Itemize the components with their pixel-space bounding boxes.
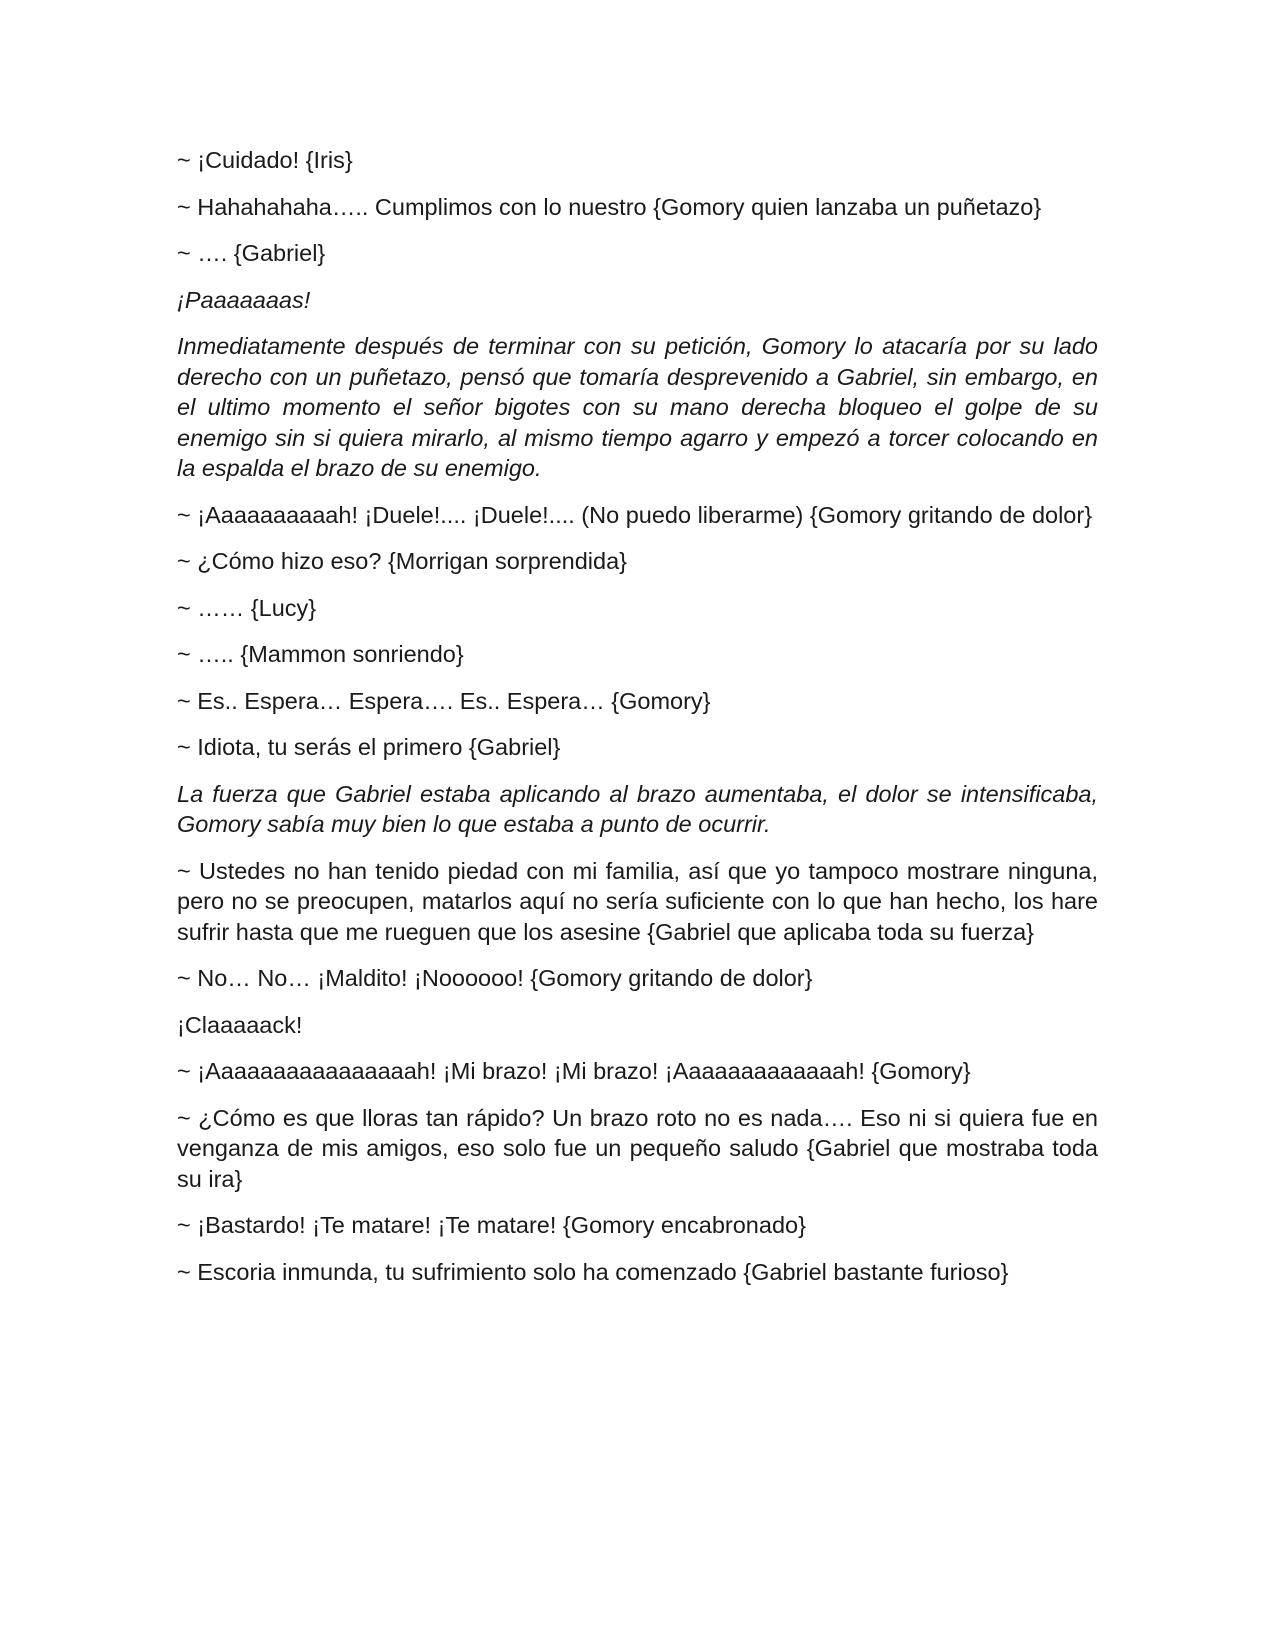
dialogue-paragraph: ¡Claaaaack!	[177, 1011, 303, 1038]
dialogue-paragraph: ~ ¡Aaaaaaaaaaaaaaaah! ¡Mi brazo! ¡Mi brazo! ¡Aaaaaaaaaaaaah! {Gomory}	[177, 1058, 971, 1084]
narration-paragraph: ¡Paaaaaaas!	[177, 286, 311, 313]
document-page	[177, 145, 1098, 1287]
dialogue-paragraph: ~ …… {Lucy}	[177, 594, 317, 621]
dialogue-paragraph: ~ ….. {Mammon sonriendo}	[177, 641, 464, 667]
narration-paragraph: La fuerza que Gabriel estaba aplicando al brazo aumentaba, el dolor se intensificaba, Gomory sabía muy bien lo que estaba a punto de ocurrir.	[177, 780, 1098, 837]
dialogue-paragraph: ~ Idiota, tu serás el primero {Gabriel}	[177, 734, 561, 760]
dialogue-paragraph: ~ Es.. Espera… Espera…. Es.. Espera… {Gomory}	[177, 687, 711, 714]
dialogue-paragraph: ~ Ustedes no han tenido piedad con mi familia, así que yo tampoco mostrare ninguna, pero no se preocupen, matarlos aquí no sería suficiente con lo que han hecho, los hare sufrir hasta que me rueguen que los asesine {Gabriel que aplicaba toda su fuerza}	[177, 857, 1098, 945]
narration-paragraph: Inmediatamente después de terminar con su petición, Gomory lo atacaría por su lado derecho con un puñetazo, pensó que tomaría desprevenido a Gabriel, sin embargo, en el ultimo momento el señor bigotes con su mano derecha bloqueo el golpe de su enemigo sin si quiera mirarlo, al mismo tiempo agarro y empezó a torcer colocando en la espalda el brazo de su enemigo.	[177, 333, 1098, 481]
dialogue-paragraph: ~ No… No… ¡Maldito! ¡Noooooo! {Gomory gritando de dolor}	[177, 965, 813, 991]
dialogue-paragraph: ~ ¡Bastardo! ¡Te matare! ¡Te matare! {Gomory encabronado}	[177, 1212, 806, 1238]
dialogue-paragraph: ~ Hahahahaha….. Cumplimos con lo nuestro {Gomory quien lanzaba un puñetazo}	[177, 193, 1042, 220]
dialogue-paragraph: ~ Escoria inmunda, tu sufrimiento solo ha comenzado {Gabriel bastante furioso}	[177, 1258, 1009, 1285]
dialogue-paragraph: ~ ¿Cómo es que lloras tan rápido? Un brazo roto no es nada…. Eso ni si quiera fue en venganza de mis amigos, eso solo fue un pequeño saludo {Gabriel que mostraba toda su ira}	[177, 1104, 1098, 1192]
dialogue-paragraph: ~ …. {Gabriel}	[177, 240, 326, 266]
dialogue-paragraph: ~ ¡Aaaaaaaaaah! ¡Duele!.... ¡Duele!.... (No puedo liberarme) {Gomory gritando de dolor}	[177, 501, 1093, 528]
dialogue-paragraph: ~ ¿Cómo hizo eso? {Morrigan sorprendida}	[177, 548, 628, 574]
dialogue-paragraph: ~ ¡Cuidado! {Iris}	[177, 147, 353, 173]
